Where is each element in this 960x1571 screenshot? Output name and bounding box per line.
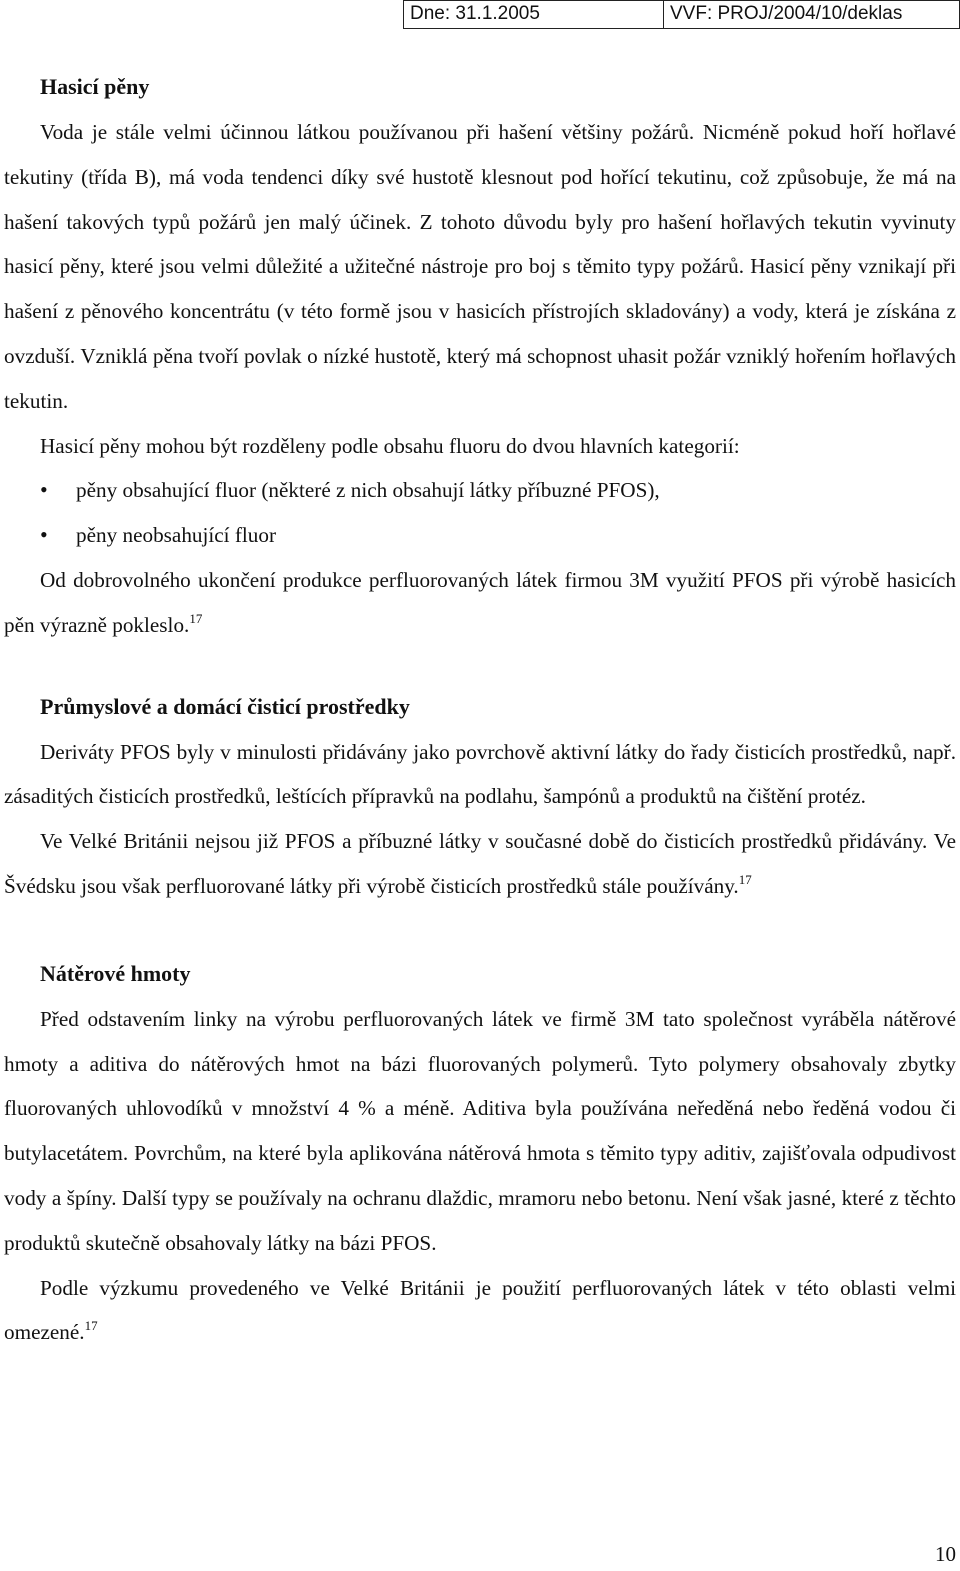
paragraph: Deriváty PFOS byly v minulosti přidávány jako povrchově aktivní látky do řady čisticích prostředků, např. zásaditých čisticích prostředků, leštících přípravků na podlahu, šampónů a produktů na čištění protéz.: [4, 739, 956, 809]
paragraph-text: Od dobrovolného ukončení produkce perfluorovaných látek firmou 3M využití PFOS při výrobě hasicích pěn výrazně pokleslo.: [4, 567, 956, 637]
paragraph-text: Podle výzkumu provedeného ve Velké Británii je použití perfluorovaných látek v této oblasti velmi omezené.: [4, 1275, 956, 1345]
paragraph-text: Ve Velké Británii nejsou již PFOS a příbuzné látky v současné době do čisticích prostředků přidávány. Ve Švédsku jsou však perfluorované látky při výrobě čisticích prostředků stále používány.: [4, 829, 956, 898]
footnote-ref: 17: [84, 1318, 98, 1334]
paragraph: [4, 558, 956, 648]
paragraph: Hasicí pěny mohou být rozděleny podle obsahu fluoru do dvou hlavních kategorií:: [40, 433, 740, 458]
bullet-list: [4, 468, 956, 558]
section-spacer: [4, 648, 956, 684]
paragraph: Voda je stále velmi účinnou látkou používanou při hašení většiny požárů. Nicméně pokud hoří hořlavé tekutiny (třída B), má voda tendenci díky své hustotě klesnout pod hořící tekutinu, což způsobuje, že má na hašení takových typů požárů jen malý účinek. Z tohoto důvodu byly pro hašení hořlavých tekutin vyvinuty hasicí pěny, které jsou velmi důležité a užitečné nástroje pro boj s těmito typy požárů. Hasicí pěny vznikají při hašení z pěnového koncentrátu (v této formě jsou v hasicích přístrojích skladovány) a vody, která je získána z ovzduší. Vzniklá pěna tvoří povlak o nízké hustotě, který má schopnost uhasit požár vzniklý hořením hořlavých tekutin.: [4, 120, 956, 413]
section-heading: Průmyslové a domácí čisticí prostředky: [40, 693, 410, 719]
document-body: [4, 64, 956, 1355]
paragraph: [4, 1266, 956, 1356]
section-naterove-hmoty: [4, 951, 956, 1355]
header-date: Dne: 31.1.2005: [403, 0, 664, 29]
section-spacer: [4, 909, 956, 951]
footnote-ref: 17: [738, 871, 752, 887]
header-reference: VVF: PROJ/2004/10/deklas: [664, 0, 960, 29]
section-heading: Nátěrové hmoty: [40, 960, 191, 986]
paragraph: [4, 819, 956, 909]
section-hasici-peny: [4, 64, 956, 648]
section-cistici-prostredky: [4, 684, 956, 909]
footnote-ref: 17: [189, 610, 203, 626]
list-item: • pěny obsahující fluor (některé z nich obsahují látky příbuzné PFOS),: [4, 468, 956, 513]
page-number: 10: [935, 1542, 956, 1566]
list-item: • pěny neobsahující fluor: [4, 513, 956, 558]
section-heading: Hasicí pěny: [40, 74, 150, 99]
paragraph: Před odstavením linky na výrobu perfluorovaných látek ve firmě 3M tato společnost vyráběla nátěrové hmoty a aditiva do nátěrových hmot na bázi fluorovaných polymerů. Tyto polymery obsahovaly zbytky fluorovaných uhlovodíků v množství 4 % a méně. Aditiva byla používána neředěná nebo ředěná vodou či butylacetátem. Povrchům, na které byla aplikována nátěrová hmota s těmito typy aditiv, zajišťovala odpudivost vody a špíny. Další typy se používaly na ochranu dlaždic, mramoru nebo betonu. Není však jasné, které z těchto produktů skutečně obsahovaly látky na bázi PFOS.: [4, 1006, 956, 1255]
page-header: [403, 0, 960, 29]
